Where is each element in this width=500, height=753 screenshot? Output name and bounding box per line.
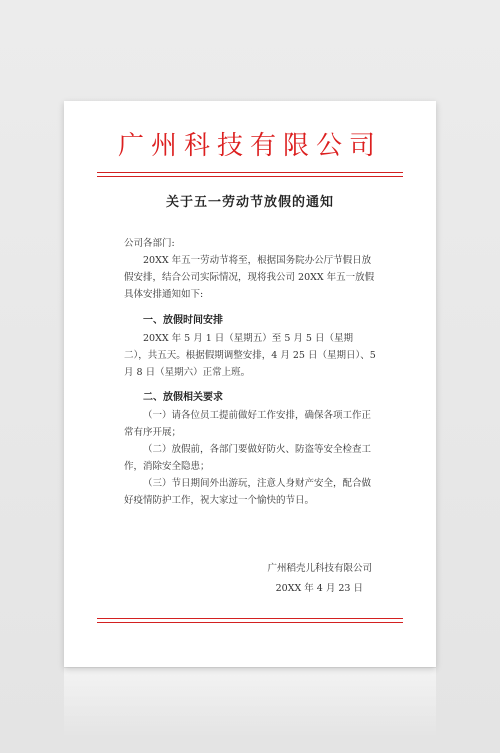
section-heading-schedule: 一、放假时间安排 [143,315,223,326]
company-letterhead-title: 广州科技有限公司 [117,131,382,161]
intro-paragraph: 20XX 年五一劳动节将至，根据国务院办公厅节假日放假安排，结合公司实际情况，现将我公司 20XX 年五一放假具体安排通知如下: [124,255,375,300]
notice-title: 关于五一劳动节放假的通知 [165,195,334,210]
schedule-paragraph: 20XX 年 5 月 1 日（星期五）至 5 月 5 日（星期二），共五天。根据假期调整安排，4 月 25 日（星期日）、5 月 8 日（星期六）正常上班。 [124,333,376,378]
footer-divider-thin [97,622,403,623]
salutation: 公司各部门: [124,238,175,249]
footer-divider-thick [97,618,403,619]
requirement-item-3: （三）节日期间外出游玩，注意人身财产安全，配合做好疫情防护工作，祝大家过一个愉快的节日。 [124,478,372,506]
header-divider-thick [97,172,403,173]
section-heading-requirements: 二、放假相关要求 [143,392,223,403]
signature-date: 20XX 年 4 月 23 日 [275,583,363,594]
header-divider-thin [97,176,403,177]
paper-reflection [64,668,436,738]
requirement-item-1: （一）请各位员工提前做好工作安排，确保各项工作正常有序开展； [124,410,372,438]
signature-company: 广州稻壳儿科技有限公司 [267,563,372,574]
letter-page [64,101,436,667]
requirement-item-2: （二）放假前，各部门要做好防火、防盗等安全检查工作，消除安全隐患； [124,444,372,472]
